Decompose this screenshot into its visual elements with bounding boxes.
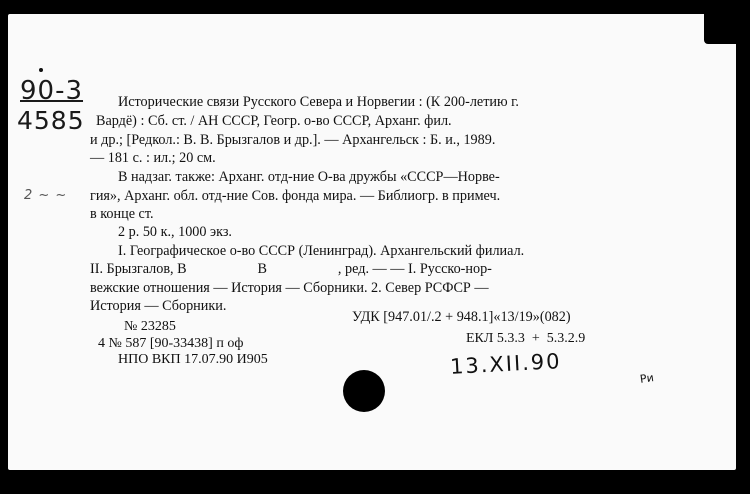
title-line-1: Исторические связи Русского Севера и Норвегии : (К 200-летию г. bbox=[118, 94, 519, 110]
note-line-1: В надзаг. также: Арханг. отд-ние О-ва дружбы «СССР—Норве- bbox=[118, 169, 500, 185]
tracing-line-3: вежские отношения — История — Сборники. 2. Север РСФСР — bbox=[90, 280, 489, 296]
order-number: 4 № 587 [90-33438] п оф bbox=[98, 336, 244, 351]
side-handwritten-mark: 2 ~ ~ bbox=[24, 188, 68, 203]
card-punch-hole bbox=[343, 370, 385, 412]
shelfmark-bottom: 4585 bbox=[17, 106, 85, 135]
shelfmark-top: 90-3 bbox=[20, 76, 84, 106]
card-corner-cut bbox=[704, 14, 736, 44]
date-stamp-suffix: Ри bbox=[639, 371, 655, 386]
note-line-2: гия», Арханг. обл. отд-ние Сов. фонда мира. — Библиогр. в примеч. bbox=[90, 188, 501, 204]
tracing-line-2: II. Брызгалов, В В , ред. — — I. Русско-нор- bbox=[90, 261, 492, 277]
note-line-3: в конце ст. bbox=[90, 206, 154, 222]
tracing-line-4: История — Сборники. bbox=[90, 298, 227, 314]
ink-dot bbox=[39, 68, 43, 72]
tracing-line-1: I. Географическое о-во СССР (Ленинград). Архангельский филиал. bbox=[118, 243, 525, 259]
title-line-3: и др.; [Редкол.: В. В. Брызгалов и др.]. — Архангельск : Б. и., 1989. bbox=[90, 132, 496, 148]
title-line-4: — 181 с. : ил.; 20 см. bbox=[90, 150, 216, 166]
printer-info: НПО ВКП 17.07.90 И905 bbox=[118, 352, 268, 367]
accession-number: № 23285 bbox=[124, 319, 176, 334]
title-line-2: Вардё) : Сб. ст. / АН СССР, Геогр. о-во СССР, Арханг. фил. bbox=[96, 113, 452, 129]
ekl-code: ЕКЛ 5.3.3 + 5.3.2.9 bbox=[466, 331, 586, 346]
date-stamp: 13.XII.90 bbox=[449, 349, 563, 379]
price-line: 2 р. 50 к., 1000 экз. bbox=[118, 224, 232, 240]
udk-code: УДК [947.01/.2 + 948.1]«13/19»(082) bbox=[352, 309, 571, 325]
